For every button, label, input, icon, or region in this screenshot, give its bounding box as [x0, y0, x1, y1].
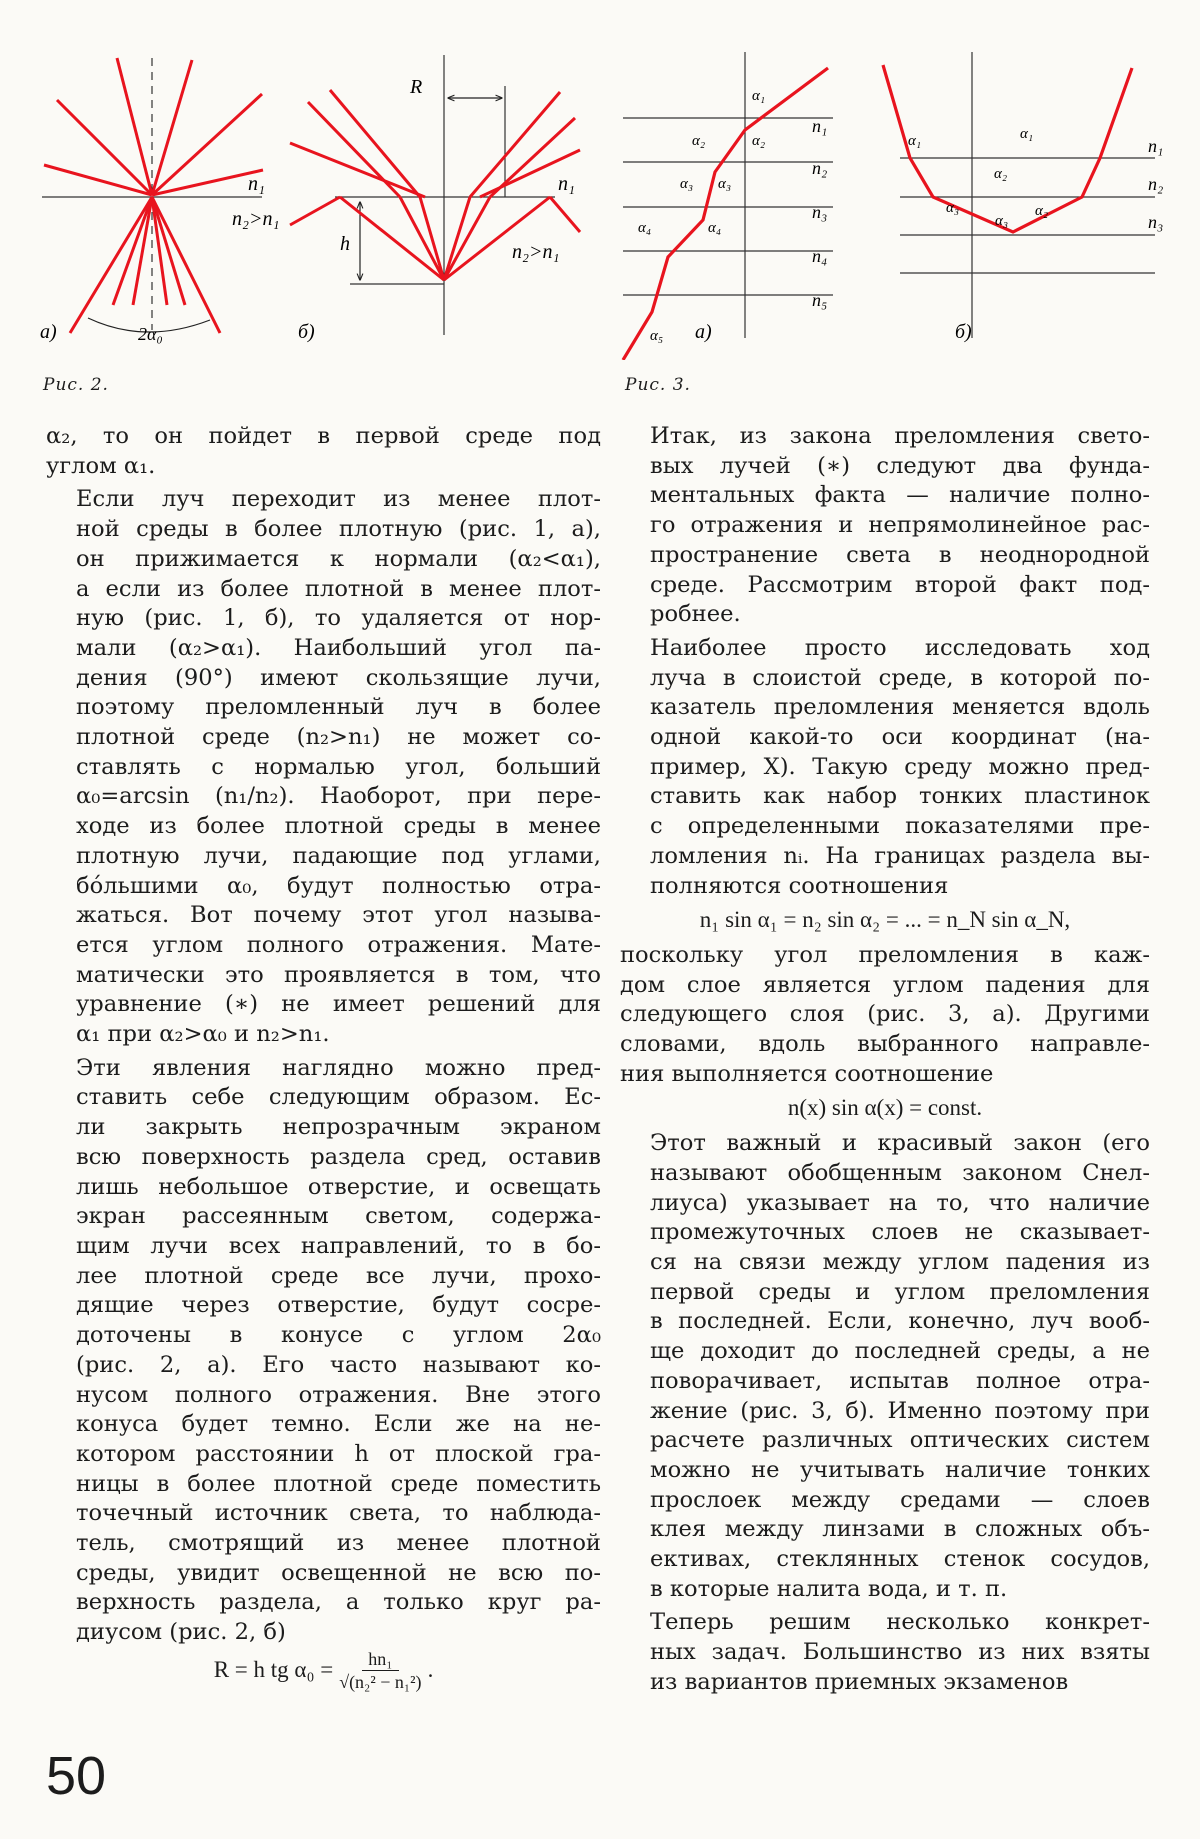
text-line: ставить как набор тонких пластинок — [650, 783, 1150, 810]
svg-text:α₃: α₃ — [718, 176, 732, 192]
text-line: (рис. 2, а). Его часто называют ко- — [76, 1351, 601, 1378]
formula-generalized-snell: n(x) sin α(x) = const. — [787, 1095, 983, 1121]
svg-text:α₅: α₅ — [650, 328, 664, 344]
svg-text:α₃: α₃ — [946, 200, 960, 216]
paragraph — [46, 1054, 601, 1648]
text-line: котором расстоянии h от плоской гра- — [76, 1440, 601, 1467]
text-line: лишь небольшое отверстие, и освещать — [76, 1173, 601, 1200]
text-line: ективах, стеклянных стенок сосудов, — [650, 1546, 1150, 1573]
text-line: бо́льшими α₀, будут полностью отра- — [76, 872, 601, 899]
text-line: щим лучи всех направлений, то в бо- — [76, 1232, 601, 1259]
text-line: ментальных факта — наличие полно- — [650, 482, 1150, 509]
svg-text:α₂: α₂ — [692, 133, 706, 149]
text-line: казатель преломления меняется вдоль — [650, 694, 1150, 721]
text-line: Итак, из закона преломления свето- — [650, 423, 1150, 449]
text-line: а если из более плотной в менее плот- — [76, 575, 601, 602]
svg-text:α₄: α₄ — [638, 220, 652, 236]
text-line: дом слое является углом падения для — [620, 971, 1150, 998]
text-line: го отражения и непрямолинейное рас- — [650, 512, 1150, 539]
text-line: ся на связи между углом падения из — [650, 1248, 1150, 1275]
figure-3-caption: Рис. 3. — [625, 375, 691, 395]
paragraph — [46, 422, 601, 481]
svg-text:α₁: α₁ — [1020, 126, 1034, 142]
text-line: α₁ при α₂>α₀ и n₂>n₁. — [76, 1021, 330, 1048]
text-line: дящие через отверстие, будут сосре- — [76, 1292, 601, 1319]
figure-3a — [623, 52, 833, 338]
right-column — [620, 422, 1150, 1698]
panel-label: б) — [298, 321, 315, 343]
svg-text:α₁: α₁ — [908, 133, 922, 149]
figure-2b — [290, 55, 580, 343]
text-line: ницы в более плотной среде поместить — [76, 1470, 601, 1497]
svg-text:n₂: n₂ — [1148, 174, 1164, 194]
text-line: клея между линзами в сложных объ- — [650, 1516, 1150, 1543]
text-line: словами, вдоль выбранного направле- — [620, 1031, 1150, 1058]
h-label: h — [340, 233, 350, 255]
svg-text:n₃: n₃ — [1148, 212, 1164, 232]
text-line: ставлять с нормалью угол, больший — [76, 753, 601, 780]
text-line: промежуточных слоев не сказывает- — [650, 1219, 1150, 1246]
text-line: экран рассеянным светом, содержа- — [76, 1203, 601, 1230]
text-line: лиуса) указывает на то, что наличие — [650, 1189, 1150, 1216]
paragraph — [620, 1608, 1150, 1697]
text-line: ной среды в более плотную (рис. 1, а), — [76, 516, 601, 543]
text-line: можно не учитывать наличие тонких — [650, 1456, 1150, 1483]
text-line: пространение света в неоднородной — [650, 541, 1150, 568]
text-line: жение (рис. 3, б). Именно поэтому при — [650, 1397, 1150, 1424]
text-line: α₂, то он пойдет в первой среде под — [46, 423, 601, 449]
angle-label: 2α₀ — [138, 324, 163, 344]
text-line: ется углом полного отражения. Мате- — [76, 931, 601, 958]
page-number: 50 — [46, 1746, 107, 1806]
text-line: полняются соотношения — [650, 872, 949, 899]
text-line: прослоек между средами — слоев — [650, 1486, 1150, 1513]
figure-3b — [900, 52, 1155, 338]
text-line: следующего слоя (рис. 3, а). Другими — [620, 1001, 1150, 1028]
text-line: одной какой-то оси координат (на- — [650, 724, 1150, 751]
text-line: поворачивает, испытав полное отра- — [650, 1367, 1150, 1394]
text-line: расчете различных оптических систем — [650, 1427, 1150, 1454]
text-line: он прижимается к нормали (α₂<α₁), — [76, 545, 601, 572]
text-line: мали (α₂>α₁). Наибольший угол па- — [76, 634, 601, 661]
text-line: точечный источник света, то наблюда- — [76, 1500, 601, 1527]
text-line: Если луч переходит из менее плот- — [76, 486, 601, 513]
svg-text:n₁: n₁ — [812, 116, 828, 136]
svg-text:α₁: α₁ — [752, 88, 766, 104]
svg-text:α₃: α₃ — [995, 213, 1009, 229]
text-line: ходе из более плотной среды в менее — [76, 813, 601, 840]
text-line: всю поверхность раздела сред, оставив — [76, 1143, 601, 1170]
text-line: лее плотной среде все лучи, прохо- — [76, 1262, 601, 1289]
figure-2-diagram — [0, 0, 600, 360]
text-line: поэтому преломленный луч в более — [76, 694, 601, 721]
svg-text:α₂: α₂ — [1035, 203, 1049, 219]
n2-label: n₂>n₁ — [232, 208, 280, 230]
figure-2-caption: Рис. 2. — [43, 375, 109, 395]
text-line: ли закрыть непрозрачным экраном — [76, 1114, 601, 1141]
paragraph — [620, 422, 1150, 630]
panel-label: а) — [40, 321, 57, 343]
paragraph — [46, 485, 601, 1049]
text-line: из вариантов приемных экзаменов — [650, 1668, 1069, 1695]
n1-label: n₁ — [248, 173, 265, 195]
text-line: ломления nᵢ. На границах раздела вы- — [650, 842, 1150, 869]
text-line: в которые налита вода, и т. п. — [650, 1575, 1008, 1602]
text-line: поскольку угол преломления в каж- — [620, 941, 1150, 968]
text-line: Этот важный и красивый закон (его — [650, 1130, 1150, 1157]
figure-3-diagram — [600, 0, 1200, 360]
text-line: луча в слоистой среде, в которой по- — [650, 664, 1150, 691]
text-line: уравнение (∗) не имеет решений для — [76, 991, 601, 1018]
n1-label: n₁ — [558, 173, 575, 195]
paragraph — [620, 634, 1150, 901]
text-line: ставить себе следующим образом. Ес- — [76, 1084, 601, 1111]
svg-text:n₁: n₁ — [1148, 136, 1164, 156]
text-line: Эти явления наглядно можно пред- — [76, 1054, 601, 1081]
text-line: доточены в конусе с углом 2α₀ — [76, 1322, 601, 1349]
svg-text:n₃: n₃ — [812, 202, 828, 222]
text-line: Наиболее просто исследовать ход — [650, 634, 1150, 661]
text-line: вых лучей (∗) следуют два фунда- — [650, 452, 1150, 479]
text-line: нусом полного отражения. Вне этого — [76, 1381, 601, 1408]
text-line: в последней. Если, конечно, луч вооб- — [650, 1308, 1150, 1335]
text-line: среде. Рассмотрим второй факт под- — [650, 571, 1150, 598]
text-line: Теперь решим несколько конкрет- — [650, 1609, 1150, 1636]
text-line: среды, увидит освещенной не всю по- — [76, 1559, 601, 1586]
svg-text:α₄: α₄ — [708, 220, 722, 236]
text-line: углом α₁. — [46, 452, 156, 479]
svg-text:α₂: α₂ — [994, 166, 1008, 182]
text-line: пример, X). Такую среду можно пред- — [650, 753, 1150, 780]
text-line: ных задач. Большинство из них взяты — [650, 1639, 1150, 1666]
text-line: тель, смотрящий из менее плотной — [76, 1530, 601, 1557]
svg-text:α₂: α₂ — [752, 133, 766, 149]
text-line: ще доходит до последней среды, а не — [650, 1338, 1150, 1365]
svg-text:n₂: n₂ — [812, 158, 828, 178]
text-line: ную (рис. 1, б), то удаляется от нор- — [76, 605, 601, 632]
svg-text:α₃: α₃ — [680, 176, 694, 192]
text-line: матически это проявляется в том, что — [76, 961, 601, 988]
text-line: ния выполняется соотношение — [620, 1060, 994, 1087]
R-label: R — [410, 76, 423, 98]
figure-2a — [40, 58, 279, 344]
text-line: диусом (рис. 2, б) — [76, 1619, 286, 1646]
svg-text:n₄: n₄ — [812, 246, 828, 266]
text-line: дения (90°) имеют скользящие лучи, — [76, 664, 601, 691]
paragraph — [620, 941, 1150, 1090]
text-line: α₀=arcsin (n₁/n₂). Наоборот, при пере- — [76, 783, 601, 810]
panel-label: б) — [955, 321, 972, 343]
n2-label: n₂>n₁ — [512, 241, 560, 263]
formula-R: R = h tg α₀ = $\frac{\text{hn₁}}{\text{√(n₂² − n₁²)}}$ . — [213, 1648, 434, 1692]
text-line: плотной среде (n₂>n₁) не может со- — [76, 724, 601, 751]
text-line: первой среды и углом преломления — [650, 1278, 1150, 1305]
text-line: робнее. — [650, 601, 741, 628]
text-line: с определенными показателями пре- — [650, 813, 1150, 840]
text-line: верхность раздела, а только круг ра- — [76, 1589, 601, 1616]
text-line: жаться. Вот почему этот угол называ- — [76, 902, 601, 929]
paragraph — [620, 1129, 1150, 1604]
formula-snell-layers: n₁ sin α₁ = n₂ sin α₂ = ... = n_N sin α_N, — [699, 907, 1071, 933]
text-line: конуса будет темно. Если же на не- — [76, 1411, 601, 1438]
text-line: называют обобщенным законом Снел- — [650, 1159, 1150, 1186]
svg-text:n₅: n₅ — [812, 290, 828, 310]
text-line: плотную лучи, падающие под углами, — [76, 842, 601, 869]
panel-label: а) — [695, 321, 712, 343]
left-column — [46, 422, 601, 1699]
